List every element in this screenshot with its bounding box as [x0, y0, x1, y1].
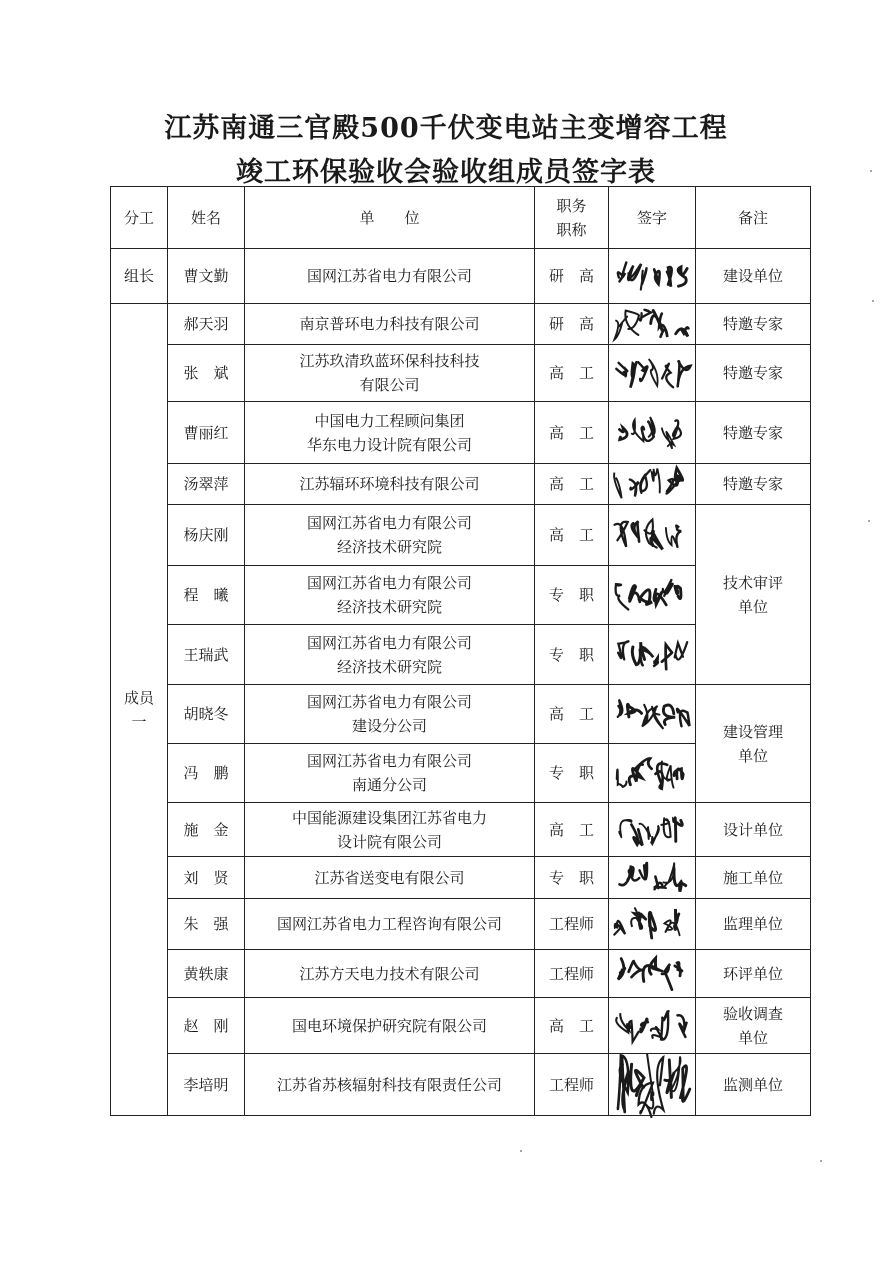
member-title: 高 工 [535, 402, 609, 464]
title-line-2: 竣工环保验收会验收组成员签字表 [236, 157, 656, 188]
signature-table [110, 186, 811, 1116]
member-title: 高 工 [535, 998, 609, 1054]
signature-stroke [661, 818, 670, 837]
member-note: 特邀专家 [696, 402, 811, 464]
member-unit: 国网江苏省电力有限公司 经济技术研究院 [245, 625, 535, 685]
member-note: 施工单位 [696, 857, 811, 899]
signature-stroke [629, 961, 644, 977]
leader-row [111, 249, 811, 304]
signature-stroke [661, 1010, 668, 1039]
signature-stroke [675, 642, 688, 659]
signature-stroke [678, 1015, 687, 1037]
signature-stroke [652, 469, 660, 493]
member-title: 高 工 [535, 345, 609, 402]
handwritten-signature [612, 904, 694, 944]
signature-stroke [641, 267, 647, 289]
signature-stroke [631, 824, 642, 845]
leader-name: 曹文勤 [168, 249, 245, 304]
member-name: 李培明 [168, 1054, 245, 1116]
member-unit: 江苏方天电力技术有限公司 [245, 950, 535, 998]
member-note: 验收调查 单位 [696, 998, 811, 1054]
member-title: 高 工 [535, 505, 609, 566]
signature-stroke [649, 359, 658, 386]
signature-stroke [640, 647, 653, 665]
table-row [111, 402, 811, 464]
member-name: 赵 刚 [168, 998, 245, 1054]
signature-stroke [614, 473, 622, 499]
member-name: 施 金 [168, 803, 245, 857]
signature-stroke [640, 862, 648, 879]
handwritten-signature [612, 753, 694, 793]
signature-stroke [662, 364, 673, 388]
signature-stroke [652, 706, 663, 729]
signature-stroke [674, 817, 683, 841]
signature-stroke [630, 480, 639, 497]
member-note: 特邀专家 [696, 464, 811, 505]
signature-stroke [678, 361, 691, 386]
signature-stroke [675, 962, 682, 975]
member-name: 王瑞武 [168, 625, 245, 685]
member-name: 曹丽红 [168, 402, 245, 464]
signature-stroke [674, 868, 686, 891]
member-unit: 中国电力工程顾问集团 华东电力设计院有限公司 [245, 402, 535, 464]
member-unit: 国网江苏省电力有限公司 经济技术研究院 [245, 566, 535, 625]
signature-stroke [666, 528, 676, 545]
member-title: 工程师 [535, 1054, 609, 1116]
signature-cell [609, 345, 696, 402]
member-unit: 江苏玖清玖蓝环保科技科技 有限公司 [245, 345, 535, 402]
signature-stroke [676, 526, 681, 547]
signature-stroke [625, 311, 639, 335]
handwritten-signature [611, 1050, 693, 1130]
signature-stroke [649, 912, 655, 938]
member-unit: 南京普环电力科技有限公司 [245, 304, 535, 345]
table-row [111, 1054, 811, 1116]
signature-stroke [614, 921, 625, 935]
member-name: 冯 鹏 [168, 744, 245, 803]
member-title: 高 工 [535, 685, 609, 744]
signature-cell [609, 304, 696, 345]
signature-stroke [641, 1019, 648, 1032]
signature-stroke [674, 769, 683, 779]
member-title: 工程师 [535, 950, 609, 998]
member-title: 工程师 [535, 899, 609, 950]
signature-stroke [655, 876, 663, 889]
signature-stroke [675, 586, 681, 598]
signature-stroke [653, 657, 658, 666]
signature-cell [609, 998, 696, 1054]
signature-cell [609, 464, 696, 505]
signature-cell [609, 249, 696, 304]
header-signature: 签字 [609, 187, 696, 249]
member-title: 高 工 [535, 464, 609, 505]
signature-stroke [618, 641, 628, 659]
member-unit: 江苏省苏核辐射科技有限责任公司 [245, 1054, 535, 1116]
member-title: 研 高 [535, 304, 609, 345]
signature-stroke [616, 1014, 629, 1033]
member-title: 高 工 [535, 803, 609, 857]
member-name: 黄轶康 [168, 950, 245, 998]
signature-stroke [629, 865, 639, 880]
title-line-1: 江苏南通三官殿500千伏变电站主变增容工程 [164, 113, 728, 144]
scan-speck [520, 1150, 522, 1152]
scan-speck [872, 300, 874, 302]
handwritten-signature [612, 635, 694, 675]
signature-stroke [640, 470, 650, 493]
signature-stroke [632, 522, 639, 542]
signature-cell [609, 857, 696, 899]
member-unit: 江苏省送变电有限公司 [245, 857, 535, 899]
signature-cell [609, 803, 696, 857]
table-row [111, 505, 811, 566]
member-title: 专 职 [535, 566, 609, 625]
member-note: 监测单位 [696, 1054, 811, 1116]
member-unit: 国电环境保护研究院有限公司 [245, 998, 535, 1054]
member-unit: 国网江苏省电力有限公司 经济技术研究院 [245, 505, 535, 566]
table-row [111, 803, 811, 857]
signature-stroke [617, 770, 627, 787]
member-note: 建设管理 单位 [696, 685, 811, 803]
member-title: 专 职 [535, 857, 609, 899]
header-name: 姓名 [168, 187, 245, 249]
table-row [111, 899, 811, 950]
signature-stroke [619, 819, 631, 836]
signature-stroke [662, 428, 674, 449]
table-row [111, 345, 811, 402]
table-row [111, 304, 811, 345]
signature-cell [609, 1054, 696, 1116]
member-note: 技术审评 单位 [696, 505, 811, 685]
member-name: 刘 贤 [168, 857, 245, 899]
signature-stroke [630, 362, 636, 387]
signature-stroke [662, 644, 672, 669]
header-row [111, 187, 811, 249]
signature-stroke [659, 314, 667, 337]
signature-stroke [654, 269, 659, 284]
signature-cell [609, 566, 696, 625]
signature-stroke [662, 964, 672, 989]
signature-stroke [680, 1066, 689, 1102]
handwritten-signature [612, 515, 694, 555]
table-row [111, 998, 811, 1054]
member-unit: 江苏辐环环境科技有限公司 [245, 464, 535, 505]
handwritten-signature [612, 1006, 694, 1046]
signature-stroke [675, 468, 682, 481]
signature-cell [609, 625, 696, 685]
signature-stroke [663, 705, 675, 724]
scan-speck [870, 170, 872, 172]
signature-stroke [615, 522, 628, 547]
signature-stroke [620, 427, 628, 439]
handwritten-signature [612, 304, 694, 344]
member-name: 胡晓冬 [168, 685, 245, 744]
member-name: 朱 强 [168, 899, 245, 950]
signature-stroke [677, 709, 689, 726]
signature-stroke [651, 825, 659, 843]
signature-stroke [654, 1057, 664, 1114]
signature-stroke [618, 263, 626, 282]
handwritten-signature [612, 694, 694, 734]
member-name: 程 曦 [168, 566, 245, 625]
member-title: 专 职 [535, 744, 609, 803]
handwritten-signature [612, 810, 694, 850]
member-note: 特邀专家 [696, 345, 811, 402]
signature-stroke [618, 958, 625, 979]
handwritten-signature [612, 858, 694, 898]
signature-stroke [673, 420, 681, 438]
table-row [111, 950, 811, 998]
member-note: 特邀专家 [696, 304, 811, 345]
member-unit: 中国能源建设集团江苏省电力 设计院有限公司 [245, 803, 535, 857]
scan-speck [868, 520, 870, 522]
header-note: 备注 [696, 187, 811, 249]
handwritten-signature [612, 256, 694, 296]
signature-stroke [616, 584, 629, 609]
signature-cell [609, 685, 696, 744]
signature-stroke [627, 704, 641, 717]
table-row [111, 464, 811, 505]
signature-cell [609, 505, 696, 566]
signature-stroke [676, 328, 689, 337]
member-note: 设计单位 [696, 803, 811, 857]
member-unit: 国网江苏省电力有限公司 南通分公司 [245, 744, 535, 803]
handwritten-signature [612, 353, 694, 393]
leader-title: 研 高 [535, 249, 609, 304]
table-row [111, 685, 811, 744]
leader-note: 建设单位 [696, 249, 811, 304]
member-name: 杨庆刚 [168, 505, 245, 566]
member-title: 专 职 [535, 625, 609, 685]
signature-stroke [675, 909, 679, 929]
signature-stroke [628, 264, 641, 280]
signature-cell [609, 744, 696, 803]
signature-stroke [638, 362, 647, 381]
signature-stroke [678, 267, 687, 286]
signature-stroke [632, 642, 644, 665]
scan-speck [820, 1160, 822, 1162]
member-role: 成员 一 [111, 304, 168, 1116]
handwritten-signature [612, 413, 694, 453]
signature-stroke [663, 579, 673, 596]
member-name: 郝天羽 [168, 304, 245, 345]
table-row [111, 857, 811, 899]
handwritten-signature [612, 575, 694, 615]
member-unit: 国网江苏省电力有限公司 建设分公司 [245, 685, 535, 744]
leader-role: 组长 [111, 249, 168, 304]
header-unit: 单 位 [245, 187, 535, 249]
member-unit: 国网江苏省电力工程咨询有限公司 [245, 899, 535, 950]
member-note: 环评单位 [696, 950, 811, 998]
header-role: 分工 [111, 187, 168, 249]
handwritten-signature [612, 464, 694, 504]
member-name: 汤翠萍 [168, 464, 245, 505]
member-name: 张 斌 [168, 345, 245, 402]
signature-stroke [667, 267, 671, 287]
handwritten-signature [612, 954, 694, 994]
member-note: 监理单位 [696, 899, 811, 950]
header-title: 职务 职称 [535, 187, 609, 249]
signature-stroke [640, 310, 652, 321]
leader-unit: 国网江苏省电力有限公司 [245, 249, 535, 304]
signature-cell [609, 899, 696, 950]
signature-stroke [618, 700, 623, 717]
signature-stroke [616, 363, 627, 376]
signature-cell [609, 950, 696, 998]
signature-cell [609, 402, 696, 464]
